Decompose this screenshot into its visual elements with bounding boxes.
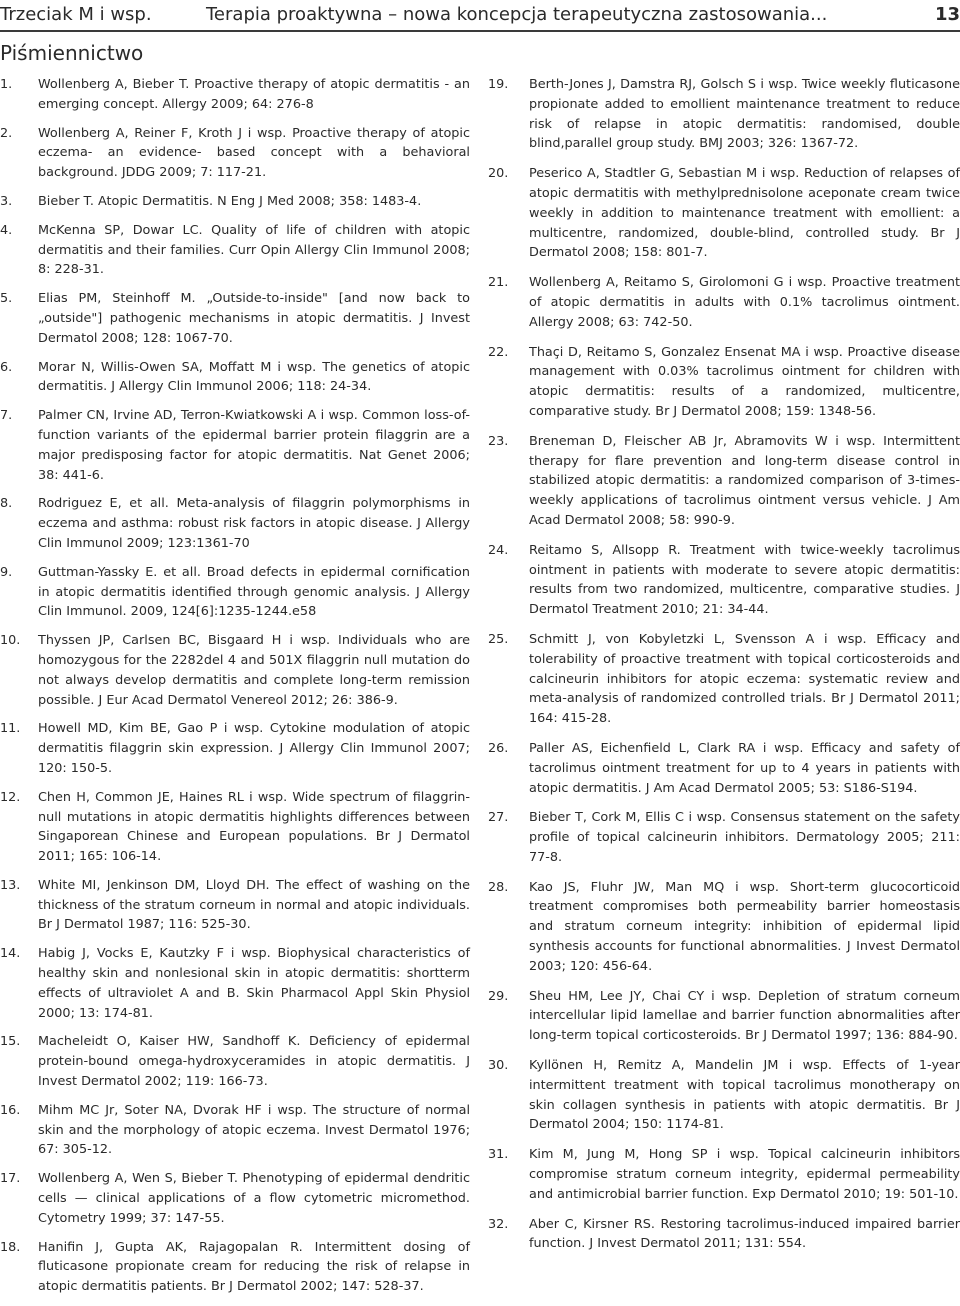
- reference-text: Bieber T, Cork M, Ellis C i wsp. Consensus statement on the safety profile of topical calcineurin inhibitors. Dermatology 2005; 211: 77-8.: [529, 810, 960, 865]
- reference-item: [0, 406, 470, 485]
- reference-number: 10.: [0, 633, 21, 649]
- reference-text: Wollenberg A, Reiner F, Kroth J i wsp. Proactive therapy of atopic eczema- an evidence- based concept with a behavioral background. JDDG 2009; 7: 117-21.: [38, 125, 470, 181]
- reference-number: 11.: [0, 721, 21, 737]
- running-header: [0, 0, 960, 34]
- reference-number: 23.: [488, 433, 509, 449]
- reference-item: [488, 878, 960, 977]
- header-author: Trzeciak M i wsp.: [0, 4, 152, 25]
- reference-text: Thaçi D, Reitamo S, Gonzalez Ensenat MA i wsp. Proactive disease management with 0.03% tacrolimus ointment for children with atopic dermatitis: results of a randomized, multicentre, comparative study. Br J Dermatol 2008; 159: 1348-56.: [529, 344, 960, 419]
- reference-item: [488, 1215, 960, 1255]
- reference-number: 31.: [488, 1147, 509, 1163]
- reference-text: Wollenberg A, Wen S, Bieber T. Phenotyping of epidermal dendritic cells — clinical applications of a flow cytometric micromethod. Cytometry 1999; 37: 147-55.: [38, 1171, 470, 1226]
- reference-text: Reitamo S, Allsopp R. Treatment with twice-weekly tacrolimus ointment in patients with moderate to severe atopic dermatitis: results from two randomized, multicentre, comparative studies. J Dermatol Treatment 2010; 21: 34-44.: [529, 542, 960, 618]
- reference-item: [0, 631, 470, 710]
- reference-text: Kao JS, Fluhr JW, Man MQ i wsp. Short-term glucocorticoid treatment compromises both permeability barrier homeostasis and stratum corneum integrity: inhibition of epidermal lipid synthesis accounts for functional abnormalities. J Invest Dermatol 2003; 120: 456-64.: [529, 879, 960, 974]
- reference-text: Palmer CN, Irvine AD, Terron-Kwiatkowski A i wsp. Common loss-of-function variants of the epidermal barrier protein filaggrin are a major predisposing factor for atopic dermatitis. Nat Genet 2006; 38: 441-6.: [38, 408, 470, 483]
- reference-item: [488, 432, 960, 531]
- reference-number: 3.: [0, 193, 13, 209]
- reference-text: Schmitt J, von Kobyletzki L, Svensson A i wsp. Efficacy and tolerability of proactive treatment with topical corticosteroids and calcineurin inhibitors for atopic eczema: systematic review and meta-analysis of randomized controlled trials. Br J Dermatol 2011; 164: 415-28.: [529, 631, 960, 727]
- reference-number: 14.: [0, 946, 21, 962]
- reference-number: 12.: [0, 789, 21, 805]
- reference-text: Bieber T. Atopic Dermatitis. N Eng J Med 2008; 358: 1483-4.: [38, 193, 422, 209]
- references-left-column: [0, 75, 470, 1306]
- reference-text: Berth-Jones J, Damstra RJ, Golsch S i wsp. Twice weekly fluticasone propionate added to emollient maintenance treatment to reduce risk of relapse in atopic dermatitis: randomised, double blind,parallel group study. BMJ 2003; 326: 1367-72.: [529, 77, 960, 152]
- reference-number: 25.: [488, 631, 509, 647]
- reference-text: Wollenberg A, Bieber T. Proactive therapy of atopic dermatitis - an emerging concept. Allergy 2009; 64: 276-8: [38, 77, 470, 112]
- reference-item: [488, 164, 960, 263]
- reference-item: [0, 1101, 470, 1160]
- reference-text: Kim M, Jung M, Hong SP i wsp. Topical calcineurin inhibitors compromise stratum corneum integrity, epidermal permeability and antimicrobial barrier function. Exp Dermatol 2010; 19: 501-10.: [529, 1147, 960, 1202]
- references-right-column: [488, 75, 960, 1264]
- reference-text: White MI, Jenkinson DM, Lloyd DH. The effect of washing on the thickness of the stratum corneum in normal and atopic individuals. Br J Dermatol 1987; 116: 525-30.: [38, 877, 470, 933]
- reference-text: Mihm MC Jr, Soter NA, Dvorak HF i wsp. The structure of normal skin and the morphology of atopic eczema. Invest Dermatol 1976; 67: 305-12.: [38, 1102, 470, 1158]
- reference-number: 15.: [0, 1034, 21, 1050]
- reference-number: 7.: [0, 408, 13, 424]
- reference-item: [0, 1032, 470, 1091]
- reference-item: [488, 808, 960, 867]
- reference-number: 9.: [0, 564, 13, 580]
- page-number: 13: [934, 4, 960, 25]
- reference-text: Sheu HM, Lee JY, Chai CY i wsp. Depletion of stratum corneum intercellular lipid lamellae and barrier function abnormalities after long-term topical corticosteroids. Br J Dermatol 1997; 136: 884-90.: [529, 988, 960, 1044]
- reference-text: Rodriguez E, et all. Meta-analysis of filaggrin polymorphisms in eczema and asthma: robust risk factors in atopic disease. J Allergy Clin Immunol 2009; 123:1361-70: [38, 496, 470, 551]
- reference-item: [488, 739, 960, 798]
- reference-item: [488, 1145, 960, 1204]
- reference-item: [0, 1238, 470, 1297]
- reference-text: Hanifin J, Gupta AK, Rajagopalan R. Intermittent dosing of fluticasone propionate cream for reducing the risk of relapse in atopic dermatitis patients. Br J Dermatol 2002; 147: 528-37.: [38, 1239, 470, 1295]
- header-rule: [0, 30, 960, 32]
- reference-text: Thyssen JP, Carlsen BC, Bisgaard H i wsp. Individuals who are homozygous for the 2282del 4 and 501X filaggrin null mutation do not always develop dermatitis and complete long-term remission possible. J Eur Acad Dermatol Venereol 2012; 26: 386-9.: [38, 633, 470, 708]
- reference-item: [488, 343, 960, 422]
- reference-text: McKenna SP, Dowar LC. Quality of life of children with atopic dermatitis and their families. Curr Opin Allergy Clin Immunol 2008; 8: 228-31.: [38, 222, 470, 278]
- reference-item: [0, 494, 470, 553]
- section-title: Piśmiennictwo: [0, 41, 144, 65]
- reference-item: [0, 876, 470, 935]
- reference-item: [488, 541, 960, 620]
- reference-text: Macheleidt O, Kaiser HW, Sandhoff K. Deficiency of epidermal protein-bound omega-hydroxyceramides in atopic dermatitis. J Invest Dermatol 2002; 119: 166-73.: [38, 1034, 470, 1090]
- reference-number: 5.: [0, 291, 13, 307]
- reference-item: [0, 563, 470, 622]
- reference-item: [0, 192, 470, 212]
- reference-item: [0, 358, 470, 398]
- reference-number: 13.: [0, 877, 21, 893]
- reference-item: [488, 273, 960, 332]
- reference-item: [0, 75, 470, 115]
- reference-number: 22.: [488, 344, 509, 360]
- reference-number: 4.: [0, 222, 13, 238]
- reference-number: 18.: [0, 1239, 21, 1255]
- reference-text: Breneman D, Fleischer AB Jr, Abramovits W i wsp. Intermittent therapy for flare prevention and long-term disease control in stabilized atopic dermatitis: a randomized comparison of 3-times-weekly applications of tacrolimus ointment versus vehicle. J Am Acad Dermatol 2008; 58: 990-9.: [529, 433, 960, 528]
- reference-text: Howell MD, Kim BE, Gao P i wsp. Cytokine modulation of atopic dermatitis filaggrin skin expression. J Allergy Clin Immunol 2007; 120: 150-5.: [38, 721, 470, 776]
- reference-text: Wollenberg A, Reitamo S, Girolomoni G i wsp. Proactive treatment of atopic dermatitis in adults with 0.1% tacrolimus ointment. Allergy 2008; 63: 742-50.: [529, 275, 960, 330]
- reference-text: Habig J, Vocks E, Kautzky F i wsp. Biophysical characteristics of healthy skin and nonlesional skin in atopic dermatitis: shortterm effects of ultraviolet A and B. Skin Pharmacol Appl Skin Physiol 2000; 13: 174-81.: [38, 946, 470, 1021]
- reference-number: 2.: [0, 125, 13, 141]
- reference-number: 17.: [0, 1171, 21, 1187]
- reference-item: [488, 75, 960, 154]
- reference-number: 21.: [488, 275, 509, 291]
- reference-number: 27.: [488, 810, 509, 826]
- reference-number: 30.: [488, 1058, 509, 1074]
- reference-text: Guttman-Yassky E. et all. Broad defects in epidermal cornification in atopic dermatitis identified through genomic analysis. J Allergy Clin Immunol. 2009, 124[6]:1235-1244.e58: [38, 564, 470, 620]
- reference-text: Kyllönen H, Remitz A, Mandelin JM i wsp. Effects of 1-year intermittent treatment with topical tacrolimus monotherapy on skin collagen synthesis in patients with atopic dermatitis. Br J Dermatol 2004; 150: 1174-81.: [529, 1058, 960, 1133]
- reference-number: 32.: [488, 1216, 509, 1232]
- reference-item: [0, 289, 470, 348]
- reference-item: [0, 944, 470, 1023]
- header-title: Terapia proaktywna – nowa koncepcja terapeutyczna zastosowania...: [206, 4, 828, 25]
- reference-item: [0, 719, 470, 778]
- reference-number: 19.: [488, 77, 509, 92]
- reference-number: 29.: [488, 988, 509, 1004]
- reference-item: [0, 221, 470, 280]
- reference-item: [488, 1056, 960, 1135]
- reference-item: [0, 788, 470, 867]
- reference-number: 6.: [0, 359, 13, 375]
- reference-text: Morar N, Willis-Owen SA, Moffatt M i wsp. The genetics of atopic dermatitis. J Allergy Clin Immunol 2006; 118: 24-34.: [38, 359, 470, 395]
- reference-text: Elias PM, Steinhoff M. „Outside-to-inside" [and now back to „outside"] pathogenic mechanisms in atopic dermatitis. J Invest Dermatol 2008; 128: 1067-70.: [38, 291, 470, 346]
- reference-number: 26.: [488, 740, 509, 756]
- reference-text: Peserico A, Stadtler G, Sebastian M i wsp. Reduction of relapses of atopic dermatitis with methylprednisolone aceponate cream twice weekly in addition to maintenance treatment with emollient: a multicentre, randomized, double-blind, controlled study. Br J Dermatol 2008; 158: 801-7.: [529, 166, 960, 261]
- reference-number: 8.: [0, 496, 13, 512]
- reference-text: Aber C, Kirsner RS. Restoring tacrolimus-induced impaired barrier function. J Invest Dermatol 2011; 131: 554.: [529, 1216, 960, 1252]
- reference-item: [0, 1169, 470, 1228]
- reference-number: 16.: [0, 1102, 21, 1118]
- reference-number: 20.: [488, 166, 509, 182]
- reference-number: 28.: [488, 879, 509, 895]
- reference-number: 24.: [488, 542, 509, 558]
- reference-item: [488, 987, 960, 1046]
- reference-text: Paller AS, Eichenfield L, Clark RA i wsp. Efficacy and safety of tacrolimus ointment treatment for up to 4 years in patients with atopic dermatitis. J Am Acad Dermatol 2005; 53: S186-S194.: [529, 740, 960, 796]
- reference-item: [488, 630, 960, 729]
- reference-item: [0, 124, 470, 183]
- reference-text: Chen H, Common JE, Haines RL i wsp. Wide spectrum of filaggrin- null mutations in atopic dermatitis highlights differences between Singaporean Chinese and European populations. Br J Dermatol 2011; 165: 106-14.: [38, 789, 470, 865]
- reference-number: 1.: [0, 77, 13, 92]
